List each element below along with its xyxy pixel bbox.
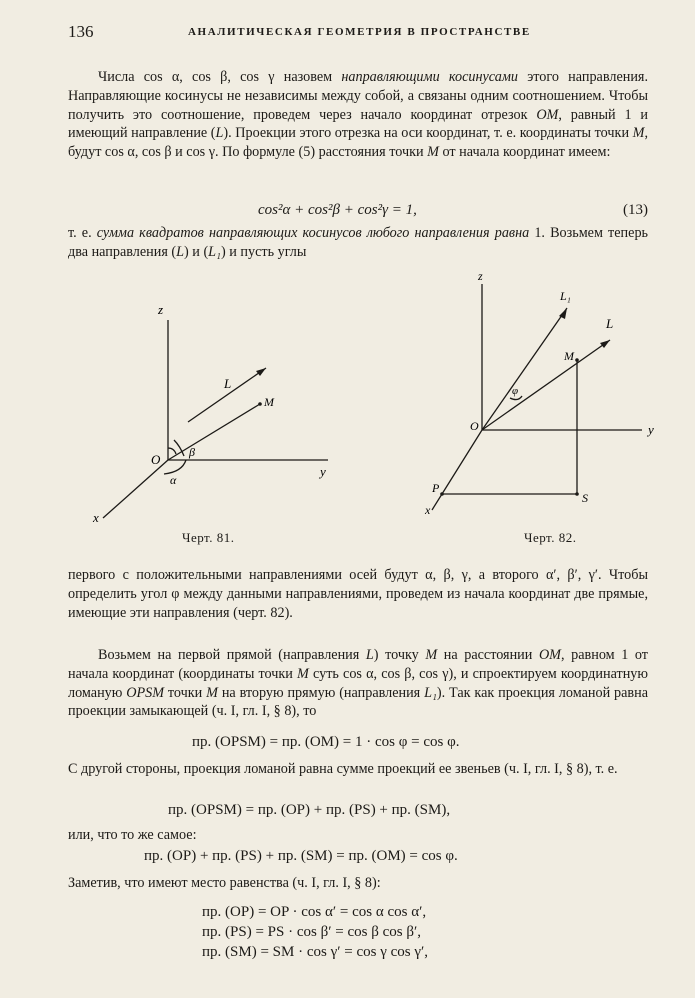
label-m: M [264,395,274,409]
figure-82-caption: Черт. 82. [524,530,577,545]
label-l: L [606,316,614,331]
paragraph-angles [68,566,648,622]
equation-line: пр. (PS) = PS · cos β′ = cos β cos β′, [202,924,421,940]
angle-alpha-arc [164,460,186,474]
label-y: y [320,464,326,479]
symbol-opsm: OPSM [126,684,165,701]
label-z: z [478,270,483,283]
text-run: ) и ( [184,243,209,260]
equation-13 [68,200,648,220]
arrowhead-l [256,368,266,376]
text-run: Возьмем на первой прямой (направления [98,647,366,663]
equation-line: пр. (SM) = SM · cos γ′ = cos γ cos γ′, [202,944,428,960]
equation-number: (13) [623,202,648,218]
direction-l1-line [482,308,567,430]
figure-81-caption: Черт. 81. [182,530,235,545]
text-run: на вторую прямую (направления [217,684,425,701]
paragraph-sum-of-squares [68,224,648,262]
equation-projections [68,902,648,962]
direction-l-line [482,340,610,430]
label-p: P [432,481,440,495]
text-run: т. е. [68,225,97,241]
x-axis [432,430,482,510]
text-run: , равный 1 и имеющий направление ( [68,106,648,142]
equation-formula: пр. (OP) + пр. (PS) + пр. (SM) = пр. (OM) = cos φ. [144,848,458,864]
paragraph-equalities [68,874,648,893]
equation-proj-sum [68,800,648,820]
label-x: x [425,503,431,517]
label-y: y [648,422,654,437]
text-run: С другой стороны, проекция ломаной равна сумме проекций ее звеньев (ч. I, гл. I, § 8), т. е. [68,761,618,777]
label-o: O [151,452,161,467]
equation-proj-equal [68,846,648,866]
point-m [258,402,262,406]
text-run: первого с положительными направлениями осей будут α, β, γ, а второго α′, β′, γ′. Чтобы определить угол φ между данными направлениями, проведем из начала координат две прямые, имеющие эти направления (черт. 82). [68,567,648,621]
equation-proj-closing [68,732,648,752]
symbol-m: M [632,125,645,142]
symbol-m: M [427,144,439,161]
point-s [575,492,579,496]
paragraph-same [68,826,648,845]
label-l: L [224,376,232,391]
text-run: этого направления. Направляющие косинусы не независимы между собой, а связаны одним соотношением. Чтобы получить это соотношение, проведем через начало координат отрезок [68,69,649,123]
point-p [440,492,444,496]
equation-line: пр. (OP) = OP · cos α′ = cos α cos α′, [202,904,427,920]
page-header [68,22,648,46]
text-run: , равном 1 от начала координат (координаты точки [68,647,649,682]
label-l1: L₁ [560,289,571,303]
text-run: 1. Возьмем теперь два направления ( [68,225,649,260]
symbol-l: L [365,647,374,663]
point-m [575,358,579,362]
text-run: Заметив, что имеют место равенства (ч. I, гл. I, § 8): [68,875,381,891]
symbol-l1: L₁ [208,243,221,260]
running-title: АНАЛИТИЧЕСКАЯ ГЕОМЕТРИЯ В ПРОСТРАНСТВЕ [188,26,531,38]
x-axis [103,460,168,518]
symbol-om: OM [538,647,562,663]
emphasis-term: направляющими косинусами [341,69,518,85]
symbol-m: M [206,684,218,701]
label-o: O [470,419,479,433]
figure-82-drawing [412,270,682,525]
page-number: 136 [68,22,94,41]
emphasis-theorem: сумма квадратов направляющих косинусов любого направления равна [96,225,530,241]
label-alpha: α [170,473,177,487]
symbol-l: L [176,243,185,260]
symbol-l: L [215,125,224,142]
symbol-l1: L₁ [424,684,437,701]
equation-formula: пр. (OPSM) = пр. (OM) = 1 · cos φ = cos φ. [192,734,460,750]
text-run: ) точку [373,647,426,663]
text-run: ) и пусть углы [221,243,307,260]
figure-81-drawing [88,300,358,530]
text-run: Числа cos α, cos β, cos γ назовем [98,69,342,85]
label-s: S [582,491,588,505]
arrowhead-l [600,340,610,348]
paragraph-sum-of-links [68,760,648,779]
text-run: от начала координат имеем: [438,144,611,161]
label-m: M [564,349,574,363]
label-x: x [93,510,99,525]
text-run: суть cos α, cos β, cos γ), и спроектируем координатную ломаную [68,665,648,701]
paragraph-direction-cosines [68,68,648,162]
text-run: ). Так как проекция ломаной равна проекции замыкающей (ч. I, гл. I, § 8), то [68,684,649,720]
label-z: z [158,302,164,317]
symbol-m: M [297,665,309,682]
symbol-m: M [425,647,438,663]
equation-formula: cos²α + cos²β + cos²γ = 1, [258,202,417,218]
label-beta: β [189,445,195,459]
angle-gamma-arc [168,448,176,454]
equation-formula: пр. (OPSM) = пр. (OP) + пр. (PS) + пр. (SM), [168,802,451,818]
label-phi: φ [512,385,519,397]
paragraph-projection [68,646,648,721]
symbol-om: OM [536,106,559,123]
text-run: или, что то же самое: [68,827,197,843]
text-run: , будут cos α, cos β и cos γ. По формуле (5) расстояния точки [68,125,648,161]
figure-82 [412,270,682,525]
figure-81 [88,300,358,530]
text-run: точки [164,684,207,701]
text-run: на расстоянии [437,647,539,663]
text-run: ). Проекции этого отрезка на оси координат, т. е. координаты точки [223,125,633,142]
